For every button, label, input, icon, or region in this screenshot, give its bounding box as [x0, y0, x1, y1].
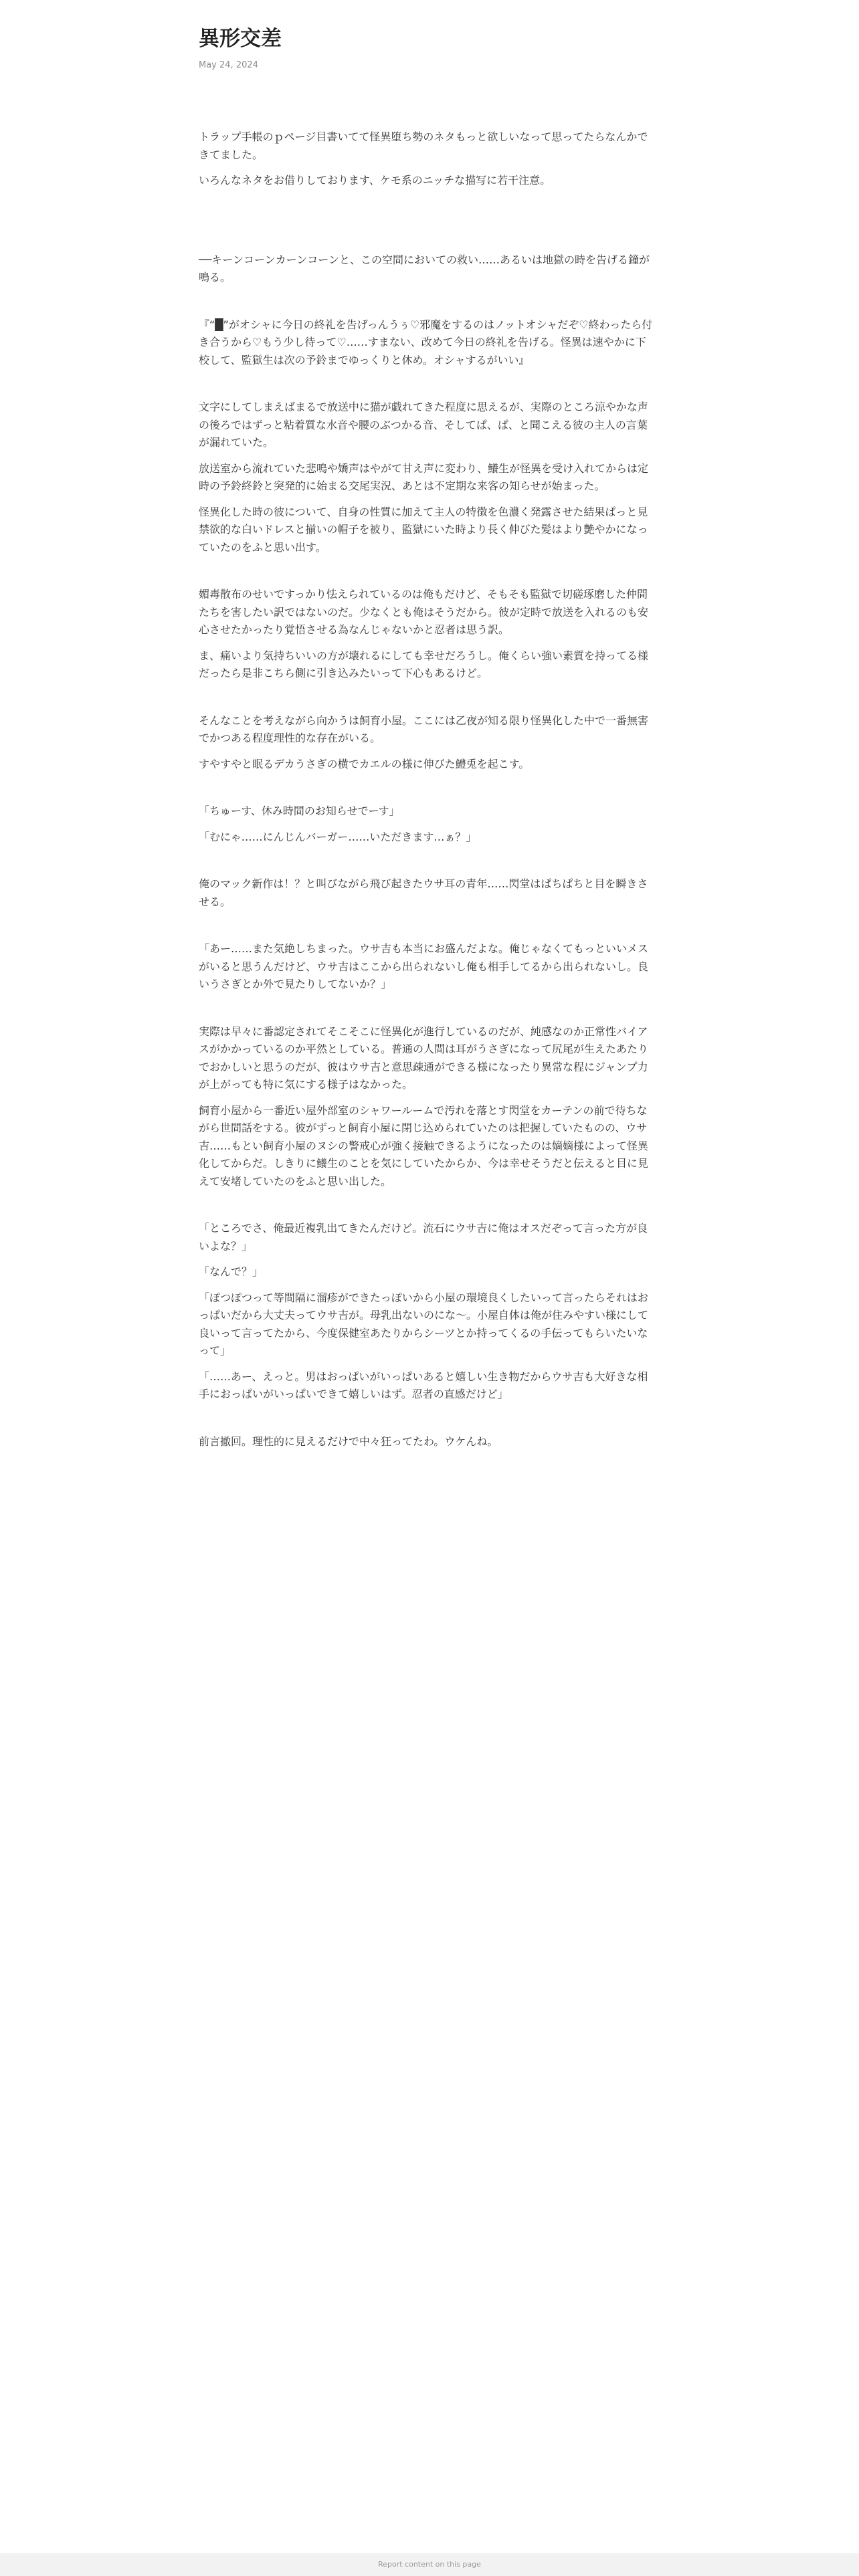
- paragraph: 俺のマック新作は！？と叫びながら飛び起きたウサ耳の青年……閃堂はぱちぱちと目を瞬きさせる。: [199, 877, 648, 908]
- section-spacer: [199, 691, 656, 712]
- paragraph: 「あー……また気絶しちまった。ウサ吉も本当にお盛んだよな。俺じゃなくてもっといいメスがいると思うんだけど、ウサ吉はここから出られないし俺も相手してるから出られないし。良いうさぎとか外で見たりしてないか？」: [199, 942, 649, 990]
- paragraph: ──キーンコーンカーンコーンと、この空間においての救い……あるいは地獄の時を告げる鐘が鳴る。: [199, 253, 650, 284]
- paragraph: 媚毒散布のせいですっかり怯えられているのは俺もだけど、そもそも監獄で切磋琢磨した仲間たちを害したい訳ではないのだ。少なくとも俺はそうだから。彼が定時で放送を入れるのも安心させたかったり覚悟させる為なんじゃないかと忍者は思う訳。: [199, 588, 649, 636]
- paragraph: 前言撤回。理性的に見えるだけで中々狂ってたわ。ウケんね。: [199, 1434, 498, 1448]
- paragraph: 「ちゅーす、休み時間のお知らせでーす」: [199, 804, 400, 817]
- paragraph: 「むにゃ……にんじんバーガー……いただきます…ぁ？」: [199, 830, 477, 843]
- paragraph: 文字にしてしまえばまるで放送中に猫が戯れてきた程度に思えるが、実際のところ涼やかな声の後ろではずっと粘着質な水音や腰のぶつかる音、そしてぱ、ぱ、と聞こえる彼の主人の言葉が漏れていた。: [199, 401, 648, 449]
- article-body: [199, 128, 656, 1451]
- paragraph: 「なんで？」: [199, 1265, 264, 1278]
- section-spacer: [199, 854, 656, 875]
- paragraph: 『“█”がオシャに今日の終礼を告げっんうぅ♡邪魔をするのはノットオシャだぞ♡終わったら付き合うから♡もう少し待って♡……すまない、改めて今日の終礼を告げる。怪異は速やかに下校して、監獄生は次の予鈴までゆっくりと休め。オシャするがいい』: [199, 318, 653, 366]
- paragraph: トラップ手帳のｐページ目書いてて怪異堕ち勢のネタもっと欲しいなって思ってたらなんかできてました。: [199, 130, 648, 161]
- article: [199, 24, 656, 1459]
- paragraph: 放送室から流れていた悲鳴や嬌声はやがて甘え声に変わり、鱶生が怪異を受け入れてからは定時の予鈴終鈴と突発的に始まる交尾実況、あとは不定期な来客の知らせが始まった。: [199, 461, 649, 492]
- section-spacer: [199, 1198, 656, 1220]
- section-spacer: [199, 295, 656, 316]
- paragraph: すやすやと眠るデカうさぎの横でカエルの様に伸びた鱧兎を起こす。: [199, 757, 530, 770]
- section-spacer: [199, 1002, 656, 1023]
- section-spacer: [199, 564, 656, 586]
- article-title: 異形交差: [199, 27, 282, 51]
- section-spacer: [199, 1412, 656, 1433]
- paragraph: 「ところでさ、俺最近複乳出てきたんだけど。流石にウサ吉に俺はオスだぞって言った方が良いよな？」: [199, 1222, 648, 1253]
- footer-bar: [0, 2553, 859, 2576]
- report-content-link[interactable]: Report content on this page: [378, 2560, 481, 2569]
- paragraph: そんなことを考えながら向かうは飼育小屋。ここには乙夜が知る限り怪異化した中で一番無害でかつある程度理性的な存在がいる。: [199, 714, 649, 744]
- section-spacer: [199, 198, 656, 251]
- paragraph: 実際は早々に番認定されてそこそこに怪異化が進行しているのだが、純感なのか正常性バイアスがかかっているのか平然としている。普通の人間は耳がうさぎになって尻尾が生えたあたりでおかしいと思うのだが、彼はウサ吉と意思疎通ができる様になったり異常な程にジャンプ力が上がっても特に気にする様子はなかった。: [199, 1025, 649, 1091]
- paragraph: 「ぽつぽつって等間隔に溜疹ができたっぽいから小屋の環境良くしたいって言ったらそれはおっぱいだから大丈夫ってウサ吉が。母乳出ないのにな〜。小屋自体は俺が住みやすい様にして良いって言ってたから、今度保健室あたりからシーツとか持ってくるの手伝ってもらいたいなって」: [199, 1291, 649, 1357]
- article-date: May 24, 2024: [199, 60, 258, 70]
- paragraph: 飼育小屋から一番近い屋外部室のシャワールームで汚れを落とす閃堂をカーテンの前で待ちながら世間話をする。彼がずっと飼育小屋に閉じ込められていたのは把握していたものの、ウサ吉……もとい飼育小屋のヌシの警戒心が強く接触できるようになったのは嫡嫡様によって怪異化してからだ。しきりに鱶生のことを気にしていたからか、今は幸せそうだと伝えると目に見えて安堵していたのをふと思い出した。: [199, 1103, 649, 1188]
- paragraph: 怪異化した時の彼について、自身の性質に加えて主人の特徴を色濃く発露させた結果ぱっと見禁欲的な白いドレスと揃いの帽子を被り、監獄にいた時より長く伸びた髪はより艶やかになっていたのをふと思い出す。: [199, 505, 648, 554]
- section-spacer: [199, 377, 656, 399]
- section-spacer: [199, 781, 656, 802]
- paragraph: いろんなネタをお借りしております、ケモ系のニッチな描写に若干注意。: [199, 174, 551, 187]
- paragraph: 「……あー、えっと。男はおっぱいがいっぱいあると嬉しい生き物だからウサ吉も大好きな相手におっぱいがいっぱいできて嬉しいはず。忍者の直感だけど」: [199, 1370, 648, 1400]
- section-spacer: [199, 919, 656, 940]
- paragraph: ま、痛いより気持ちいいの方が壊れるにしても幸せだろうし。俺くらい強い素質を持ってる様だったら是非こちら側に引き込みたいって下心もあるけど。: [199, 649, 649, 679]
